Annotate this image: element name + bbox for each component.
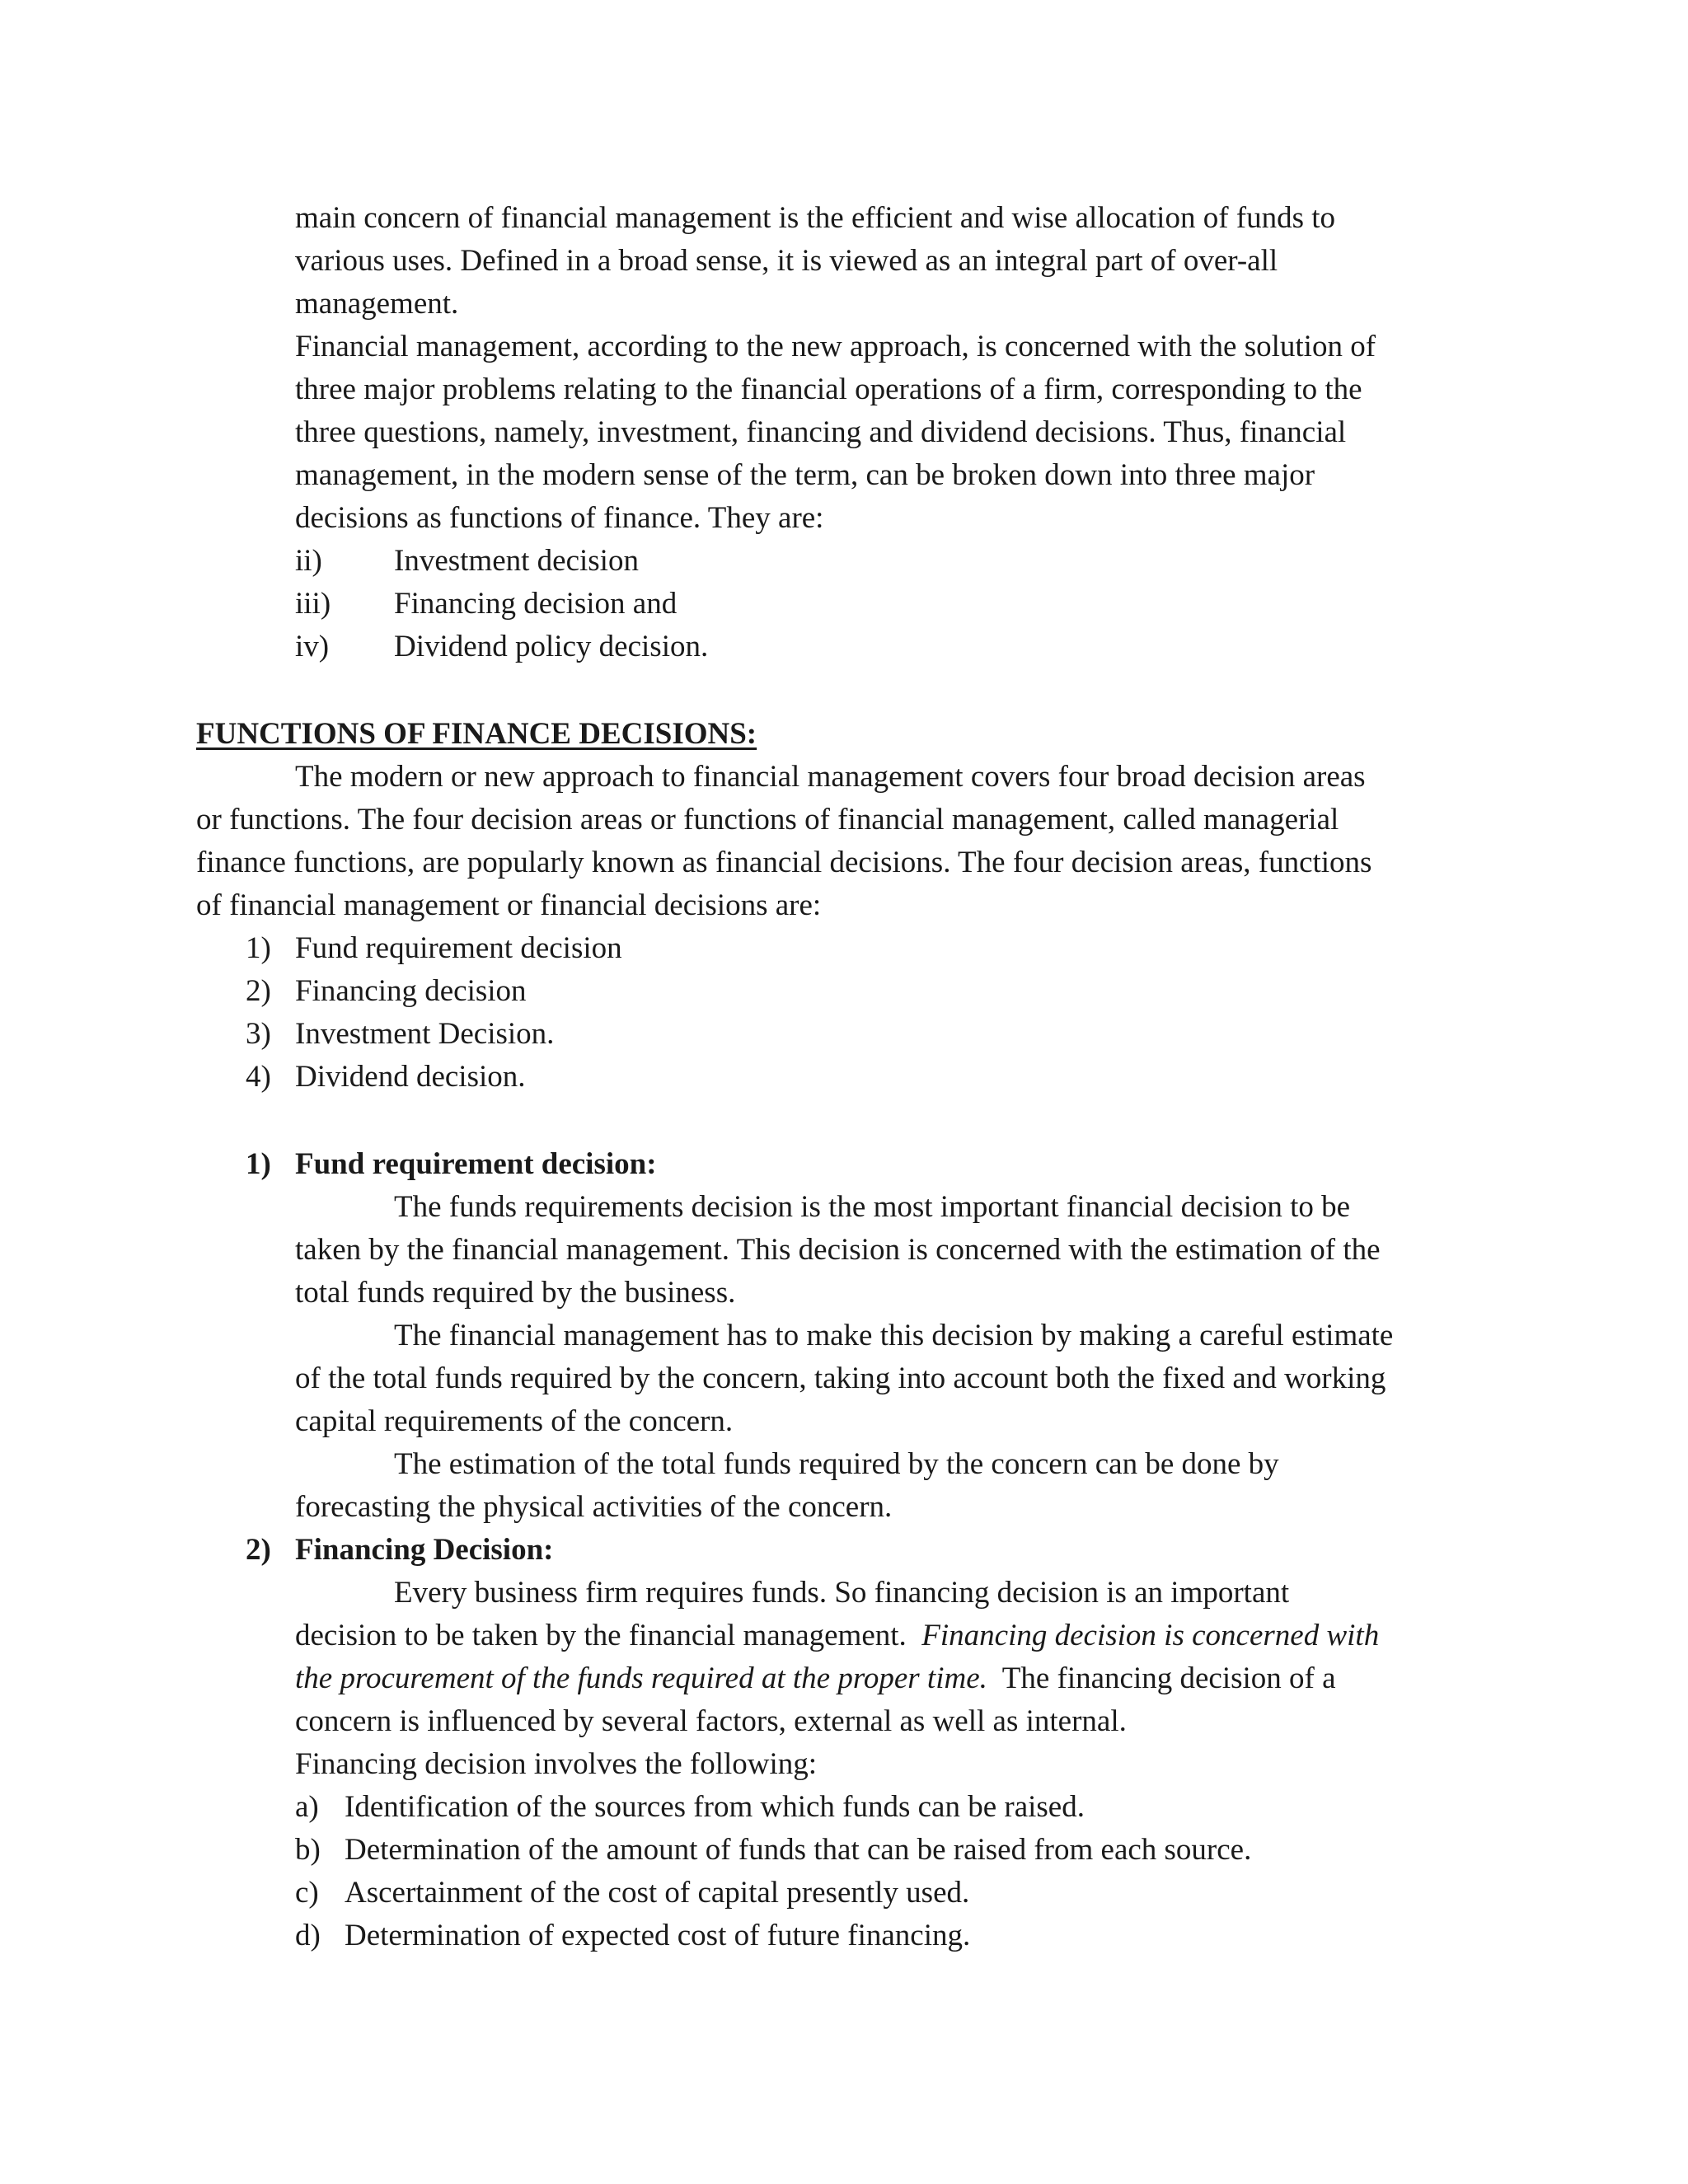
intro-line: management, in the modern sense of the term, can be broken down into three major bbox=[295, 458, 1315, 492]
intro-line: Financial management, according to the new approach, is concerned with the solution of bbox=[295, 330, 1376, 363]
list-item: Fund requirement decision bbox=[295, 931, 622, 965]
list-marker: 3) bbox=[246, 1017, 271, 1051]
intro-line: decisions as functions of finance. They are: bbox=[295, 501, 824, 535]
list-item: Determination of the amount of funds that can be raised from each source. bbox=[345, 1833, 1252, 1867]
list-item: Identification of the sources from which funds can be raised. bbox=[345, 1790, 1085, 1824]
paragraph-line: or functions. The four decision areas or functions of financial management, called managerial bbox=[196, 803, 1339, 837]
paragraph-line: capital requirements of the concern. bbox=[295, 1404, 734, 1438]
list-item: Financing decision and bbox=[394, 587, 678, 621]
list-marker: b) bbox=[295, 1833, 321, 1867]
list-item: Investment Decision. bbox=[295, 1017, 555, 1051]
paragraph-line: The financial management has to make this decision by making a careful estimate bbox=[394, 1319, 1394, 1352]
list-marker: a) bbox=[295, 1790, 319, 1824]
list-marker: iv) bbox=[295, 630, 330, 663]
list-marker: d) bbox=[295, 1919, 321, 1952]
paragraph-line: taken by the financial management. This decision is concerned with the estimation of the bbox=[295, 1233, 1381, 1267]
list-item: Investment decision bbox=[394, 544, 639, 578]
paragraph-line: of financial management or financial decisions are: bbox=[196, 888, 822, 922]
paragraph-line: forecasting the physical activities of the concern. bbox=[295, 1490, 893, 1524]
list-marker: 4) bbox=[246, 1060, 271, 1094]
paragraph-line: The modern or new approach to financial management covers four broad decision areas bbox=[295, 760, 1366, 794]
paragraph-line: Every business firm requires funds. So financing decision is an important bbox=[394, 1576, 1290, 1610]
list-item: Financing decision bbox=[295, 974, 527, 1008]
paragraph-line: total funds required by the business. bbox=[295, 1276, 736, 1310]
list-marker: ii) bbox=[295, 544, 322, 578]
paragraph-line bbox=[295, 1620, 1379, 1651]
paragraph-line: of the total funds required by the concern, taking into account both the fixed and working bbox=[295, 1361, 1386, 1395]
intro-line: main concern of financial management is the efficient and wise allocation of funds to bbox=[295, 201, 1336, 235]
list-item: Ascertainment of the cost of capital presently used. bbox=[345, 1876, 970, 1910]
intro-line: various uses. Defined in a broad sense, it is viewed as an integral part of over-all bbox=[295, 244, 1278, 278]
list-item: Dividend policy decision. bbox=[394, 630, 709, 663]
subsection-heading: Fund requirement decision: bbox=[295, 1147, 657, 1181]
subsection-heading: Financing Decision: bbox=[295, 1533, 554, 1567]
paragraph-line: finance functions, are popularly known as financial decisions. The four decision areas, functions bbox=[196, 846, 1372, 879]
list-marker: c) bbox=[295, 1876, 319, 1910]
list-marker: iii) bbox=[295, 587, 331, 621]
list-item: Determination of expected cost of future financing. bbox=[345, 1919, 971, 1952]
subsection-marker: 2) bbox=[246, 1533, 271, 1567]
text-run: decision to be taken by the financial management. bbox=[295, 1619, 922, 1652]
subsection-marker: 1) bbox=[246, 1147, 271, 1181]
paragraph-line: The estimation of the total funds required by the concern can be done by bbox=[394, 1447, 1279, 1481]
italic-text-run: the procurement of the funds required at the proper time. bbox=[295, 1661, 987, 1695]
list-marker: 2) bbox=[246, 974, 271, 1008]
intro-line: three questions, namely, investment, financing and dividend decisions. Thus, financial bbox=[295, 415, 1347, 449]
list-item: Dividend decision. bbox=[295, 1060, 526, 1094]
intro-line: management. bbox=[295, 287, 459, 321]
italic-text-run: Financing decision is concerned with bbox=[921, 1619, 1380, 1652]
paragraph-line bbox=[295, 1663, 1336, 1694]
paragraph-line: Financing decision involves the following: bbox=[295, 1747, 818, 1781]
list-marker: 1) bbox=[246, 931, 271, 965]
intro-line: three major problems relating to the financial operations of a firm, corresponding to the bbox=[295, 373, 1362, 406]
paragraph-line: concern is influenced by several factors, external as well as internal. bbox=[295, 1704, 1127, 1738]
text-run: The financing decision of a bbox=[987, 1661, 1336, 1695]
paragraph-line: The funds requirements decision is the most important financial decision to be bbox=[394, 1190, 1351, 1224]
section-heading: FUNCTIONS OF FINANCE DECISIONS: bbox=[196, 717, 757, 751]
